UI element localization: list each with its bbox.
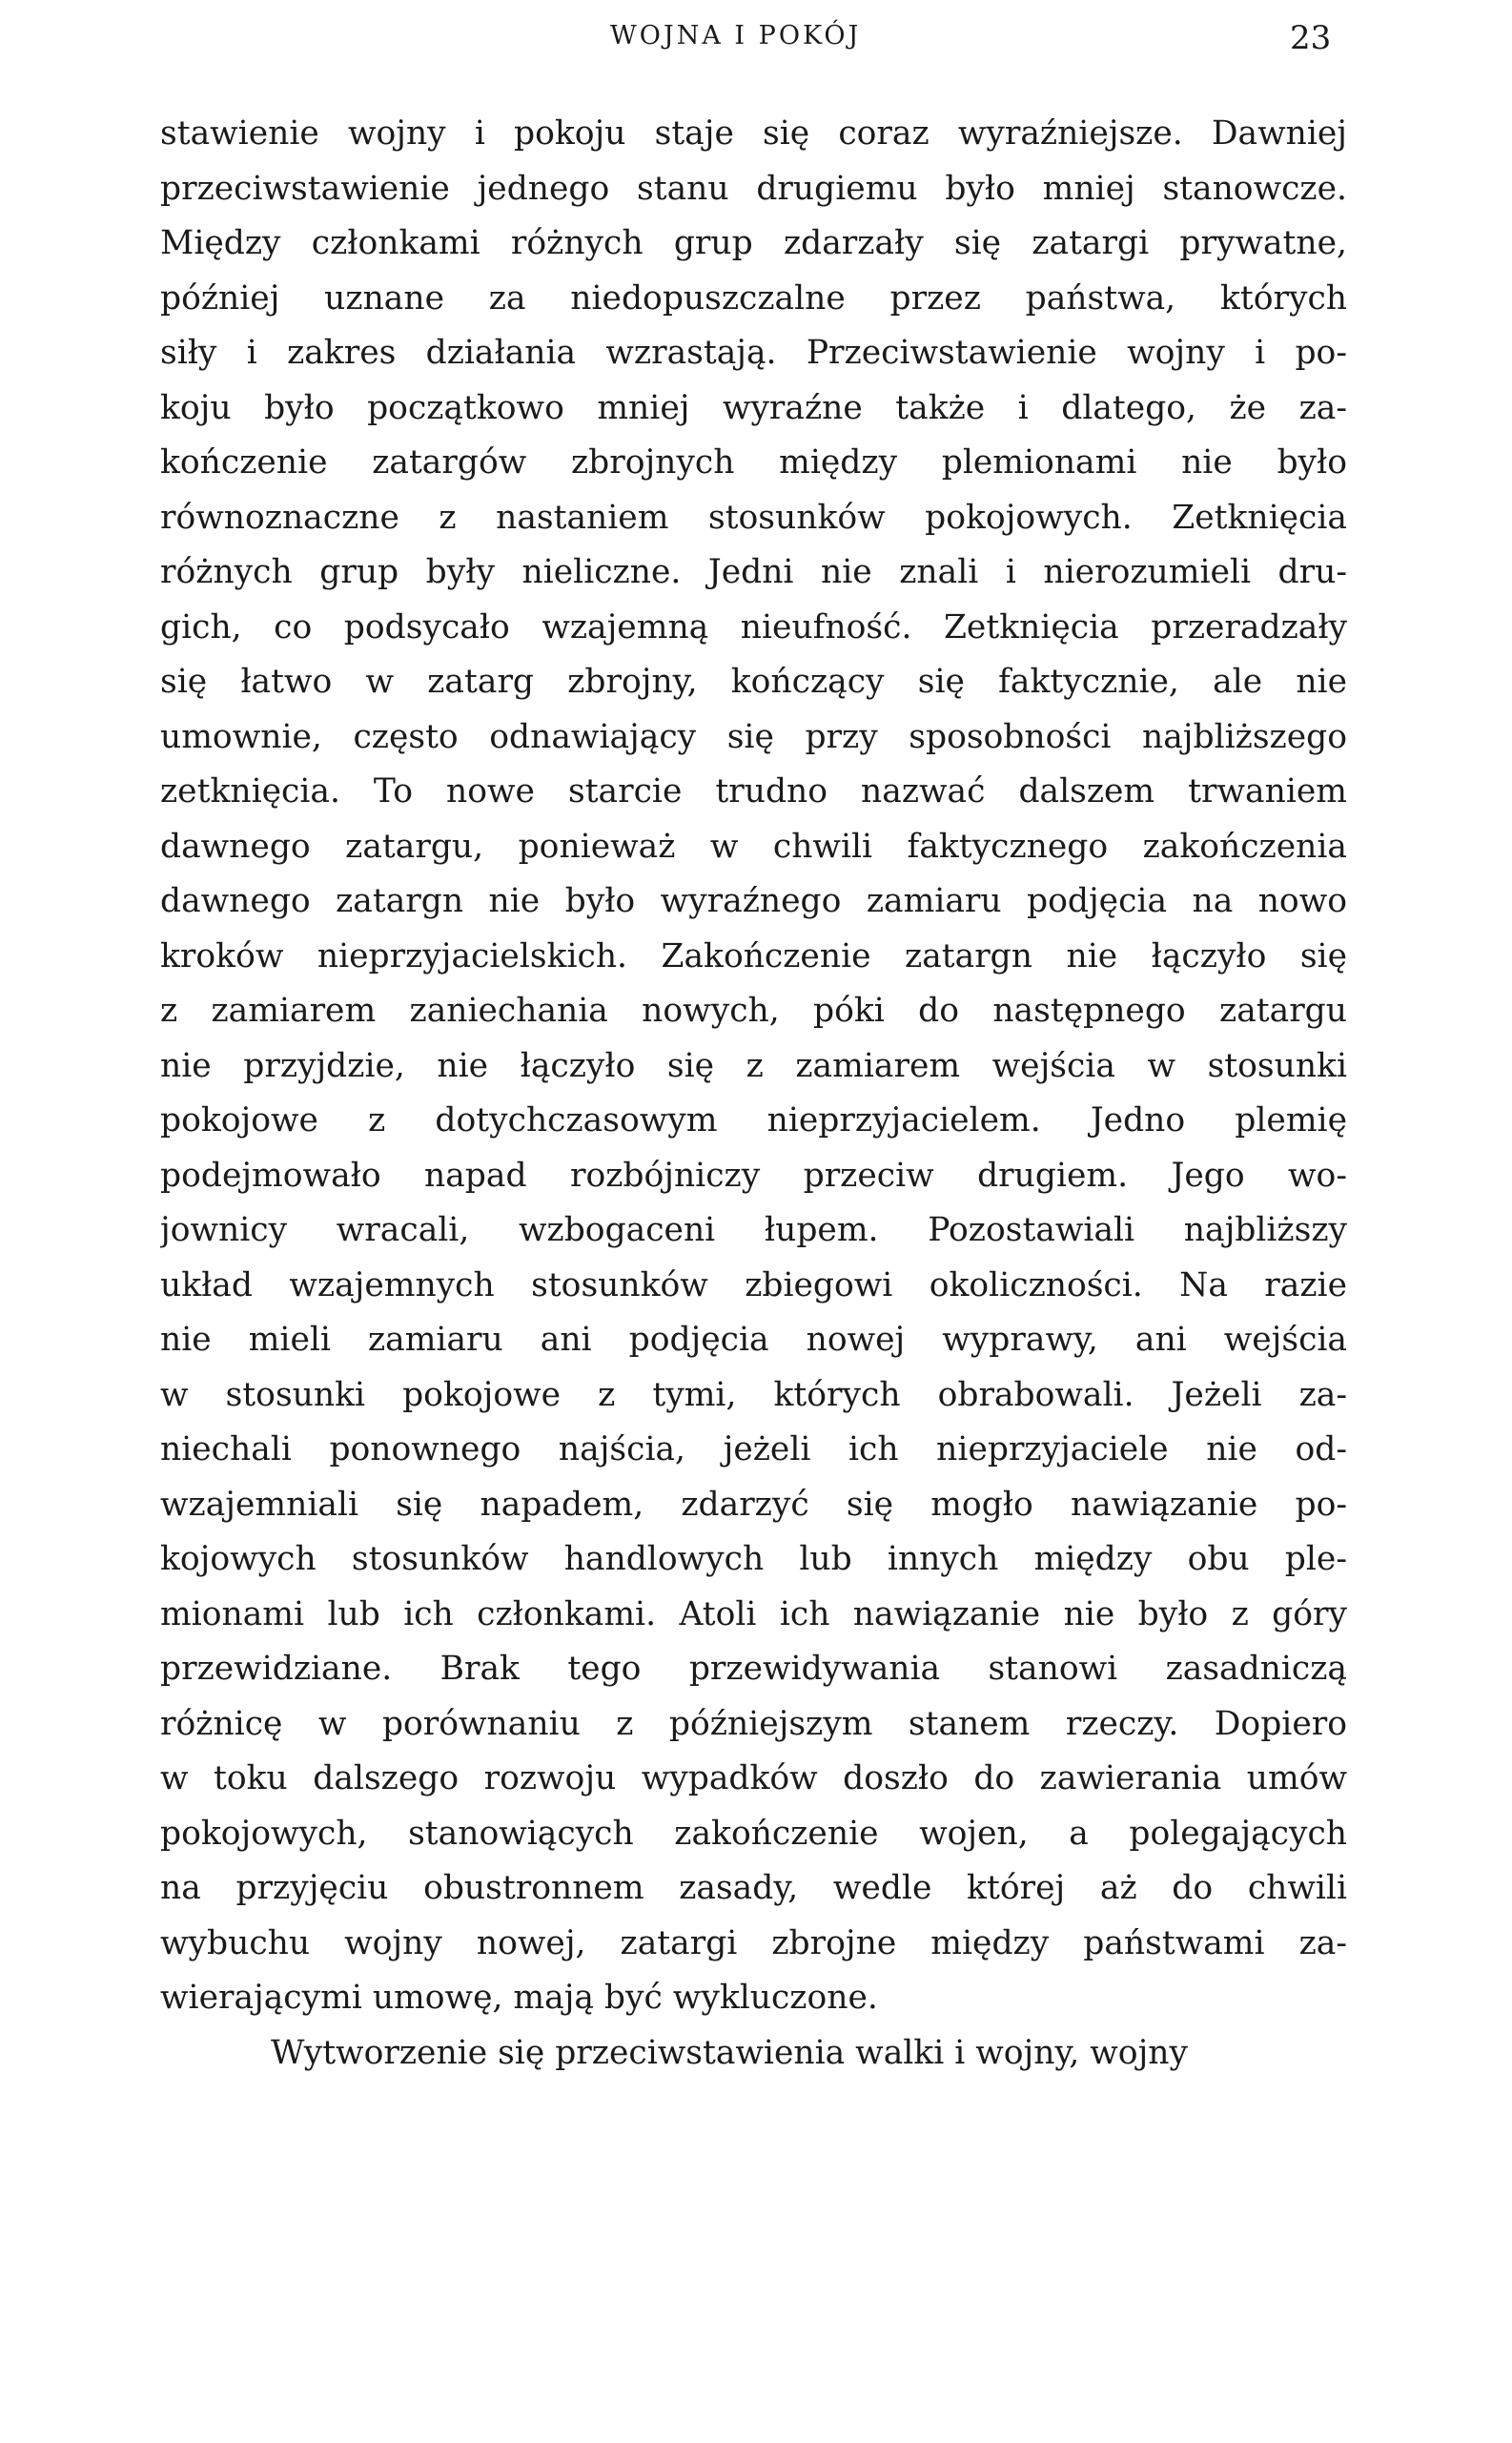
text-line: zetknięcia. To nowe starcie trudno nazwać dalszem trwaniem — [160, 772, 1347, 811]
body-text — [160, 107, 1347, 2081]
text-line: umownie, często odnawiający się przy sposobności najbliższego — [160, 717, 1347, 756]
text-line: na przyjęciu obustronnem zasady, wedle której aż do chwili — [160, 1869, 1347, 1907]
text-line: kończenie zatargów zbrojnych między plemionami nie było — [160, 443, 1347, 482]
text-line: dawnego zatargn nie było wyraźnego zamiaru podjęcia na nowo — [160, 882, 1347, 920]
text-line: dawnego zatargu, ponieważ w chwili faktycznego zakończenia — [160, 827, 1347, 866]
text-line: z zamiarem zaniechania nowych, póki do następnego zatargu — [160, 992, 1347, 1030]
text-line: pokojowych, stanowiących zakończenie wojen, a polegających — [160, 1814, 1347, 1853]
text-line: siły i zakres działania wzrastają. Przeciwstawienie wojny i po- — [160, 334, 1347, 372]
text-line: pokojowe z dotychczasowym nieprzyjacielem. Jedno plemię — [160, 1101, 1347, 1139]
text-line: mionami lub ich członkami. Atoli ich nawiązanie nie było z góry — [160, 1594, 1347, 1633]
text-line: równoznaczne z nastaniem stosunków pokojowych. Zetknięcia — [160, 498, 1347, 537]
text-line: Między członkami różnych grup zdarzały się zatargi prywatne, — [160, 224, 1347, 262]
text-line: przewidziane. Brak tego przewidywania stanowi zasadniczą — [160, 1650, 1347, 1688]
page-number: 23 — [1290, 19, 1332, 57]
text-line: różnych grup były nieliczne. Jedni nie znali i nierozumieli dru- — [160, 553, 1347, 591]
text-line: się łatwo w zatarg zbrojny, kończący się faktycznie, ale nie — [160, 663, 1347, 701]
text-line: później uznane za niedopuszczalne przez państwa, których — [160, 278, 1347, 318]
text-line: niechali ponownego najścia, jeżeli ich nieprzyjaciele nie od- — [160, 1430, 1347, 1468]
text-line: nie mieli zamiaru ani podjęcia nowej wyprawy, ani wejścia — [160, 1321, 1347, 1359]
text-line: kroków nieprzyjacielskich. Zakończenie zatargn nie łączyło się — [160, 936, 1347, 975]
text-line: w toku dalszego rozwoju wypadków doszło do zawierania umów — [160, 1759, 1347, 1797]
text-line: różnicę w porównaniu z późniejszym stanem rzeczy. Dopiero — [160, 1704, 1347, 1743]
running-head: WOJNA I POKÓJ — [610, 21, 862, 51]
text-line: podejmowało napad rozbójniczy przeciw drugiem. Jego wo- — [160, 1156, 1347, 1195]
text-line: nie przyjdzie, nie łączyło się z zamiarem wejścia w stosunki — [160, 1046, 1347, 1085]
text-line: kojowych stosunków handlowych lub innych między obu ple- — [160, 1540, 1347, 1578]
text-line: układ wzajemnych stosunków zbiegowi okoliczności. Na razie — [160, 1265, 1347, 1304]
text-line: koju było początkowo mniej wyraźne także i dlatego, że za- — [160, 388, 1347, 427]
text-line: w stosunki pokojowe z tymi, których obrabowali. Jeżeli za- — [160, 1375, 1347, 1414]
paragraph-start-line: Wytworzenie się przeciwstawienia walki i wojny, wojny — [271, 2033, 1188, 2072]
text-line: gich, co podsycało wzajemną nieufność. Zetknięcia przeradzały — [160, 607, 1347, 647]
text-line: stawienie wojny i pokoju staje się coraz wyraźniejsze. Dawniej — [160, 114, 1347, 153]
paragraph-end-line: wierającymi umowę, mają być wykluczone. — [160, 1979, 878, 2017]
text-line: przeciwstawienie jednego stanu drugiemu było mniej stanowcze. — [160, 169, 1347, 208]
text-line: wybuchu wojny nowej, zatargi zbrojne między państwami za- — [160, 1923, 1347, 1962]
text-line: wzajemniali się napadem, zdarzyć się mogło nawiązanie po- — [160, 1485, 1347, 1524]
text-line: jownicy wracali, wzbogaceni łupem. Pozostawiali najbliższy — [160, 1211, 1347, 1249]
